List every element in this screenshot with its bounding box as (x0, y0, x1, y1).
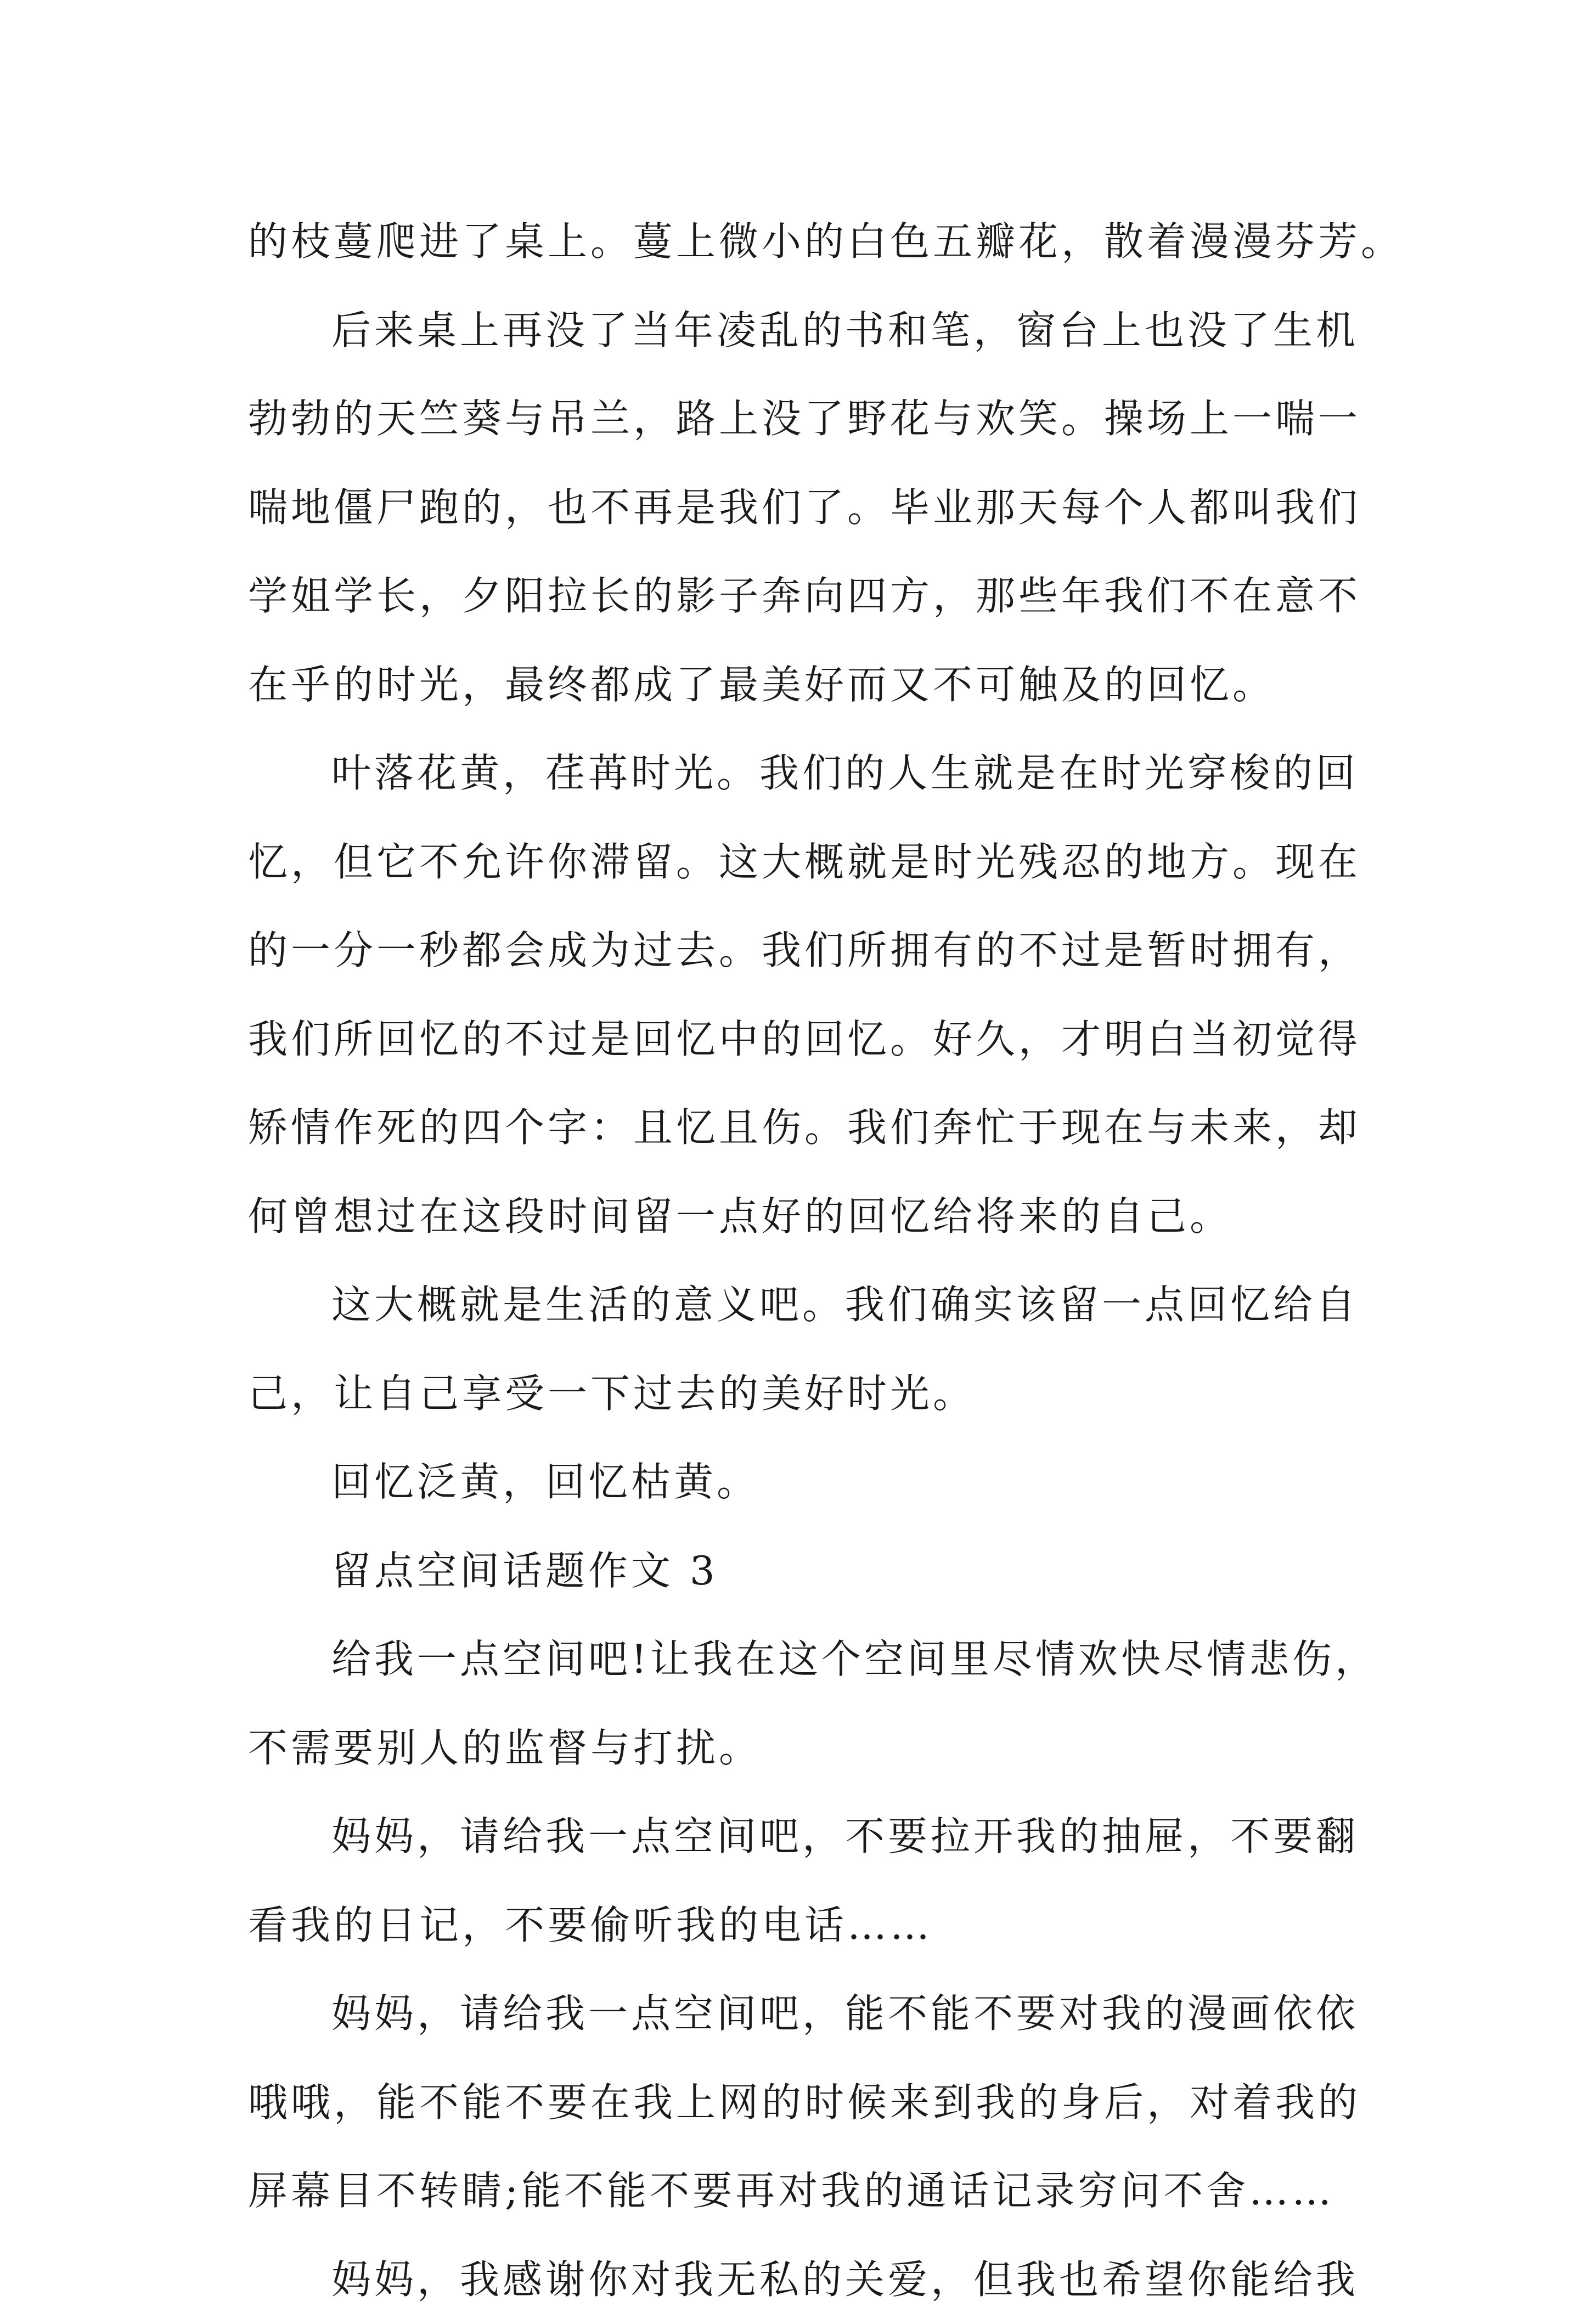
text-line: 学姐学长，夕阳拉长的影子奔向四方，那些年我们不在意不 (248, 552, 1367, 641)
text-line: 这大概就是生活的意义吧。我们确实该留一点回忆给自 (248, 1261, 1367, 1350)
text-line: 后来桌上再没了当年凌乱的书和笔，窗台上也没了生机 (248, 286, 1367, 375)
body-text (248, 198, 1367, 2324)
text-line: 妈妈，我感谢你对我无私的关爱，但我也希望你能给我 (248, 2236, 1367, 2324)
text-line: 妈妈，请给我一点空间吧，能不能不要对我的漫画依依 (248, 1970, 1367, 2058)
text-line: 屏幕目不转睛;能不能不要再对我的通话记录穷问不舍…… (248, 2147, 1367, 2236)
text-line: 矫情作死的四个字：且忆且伤。我们奔忙于现在与未来，却 (248, 1084, 1367, 1172)
text-line: 看我的日记，不要偷听我的电话…… (248, 1881, 1367, 1970)
text-line: 喘地僵尸跑的，也不再是我们了。毕业那天每个人都叫我们 (248, 464, 1367, 552)
text-line: 妈妈，请给我一点空间吧，不要拉开我的抽屉，不要翻 (248, 1792, 1367, 1881)
section-heading: 留点空间话题作文 3 (248, 1527, 1367, 1616)
text-line: 的枝蔓爬进了桌上。蔓上微小的白色五瓣花，散着漫漫芬芳。 (248, 198, 1367, 286)
text-line: 忆，但它不允许你滞留。这大概就是时光残忍的地方。现在 (248, 818, 1367, 907)
text-line: 勃勃的天竺葵与吊兰，路上没了野花与欢笑。操场上一喘一 (248, 375, 1367, 464)
text-line: 何曾想过在这段时间留一点好的回忆给将来的自己。 (248, 1172, 1367, 1261)
text-line: 不需要别人的监督与打扰。 (248, 1704, 1367, 1793)
text-line: 回忆泛黄，回忆枯黄。 (248, 1438, 1367, 1527)
text-line: 我们所回忆的不过是回忆中的回忆。好久，才明白当初觉得 (248, 995, 1367, 1084)
text-line: 叶落花黄，荏苒时光。我们的人生就是在时光穿梭的回 (248, 729, 1367, 818)
text-line: 在乎的时光，最终都成了最美好而又不可触及的回忆。 (248, 641, 1367, 730)
text-line: 哦哦，能不能不要在我上网的时候来到我的身后，对着我的 (248, 2058, 1367, 2147)
text-line: 的一分一秒都会成为过去。我们所拥有的不过是暂时拥有， (248, 906, 1367, 995)
text-line: 给我一点空间吧!让我在这个空间里尽情欢快尽情悲伤， (248, 1615, 1367, 1704)
text-line: 己，让自己享受一下过去的美好时光。 (248, 1350, 1367, 1439)
